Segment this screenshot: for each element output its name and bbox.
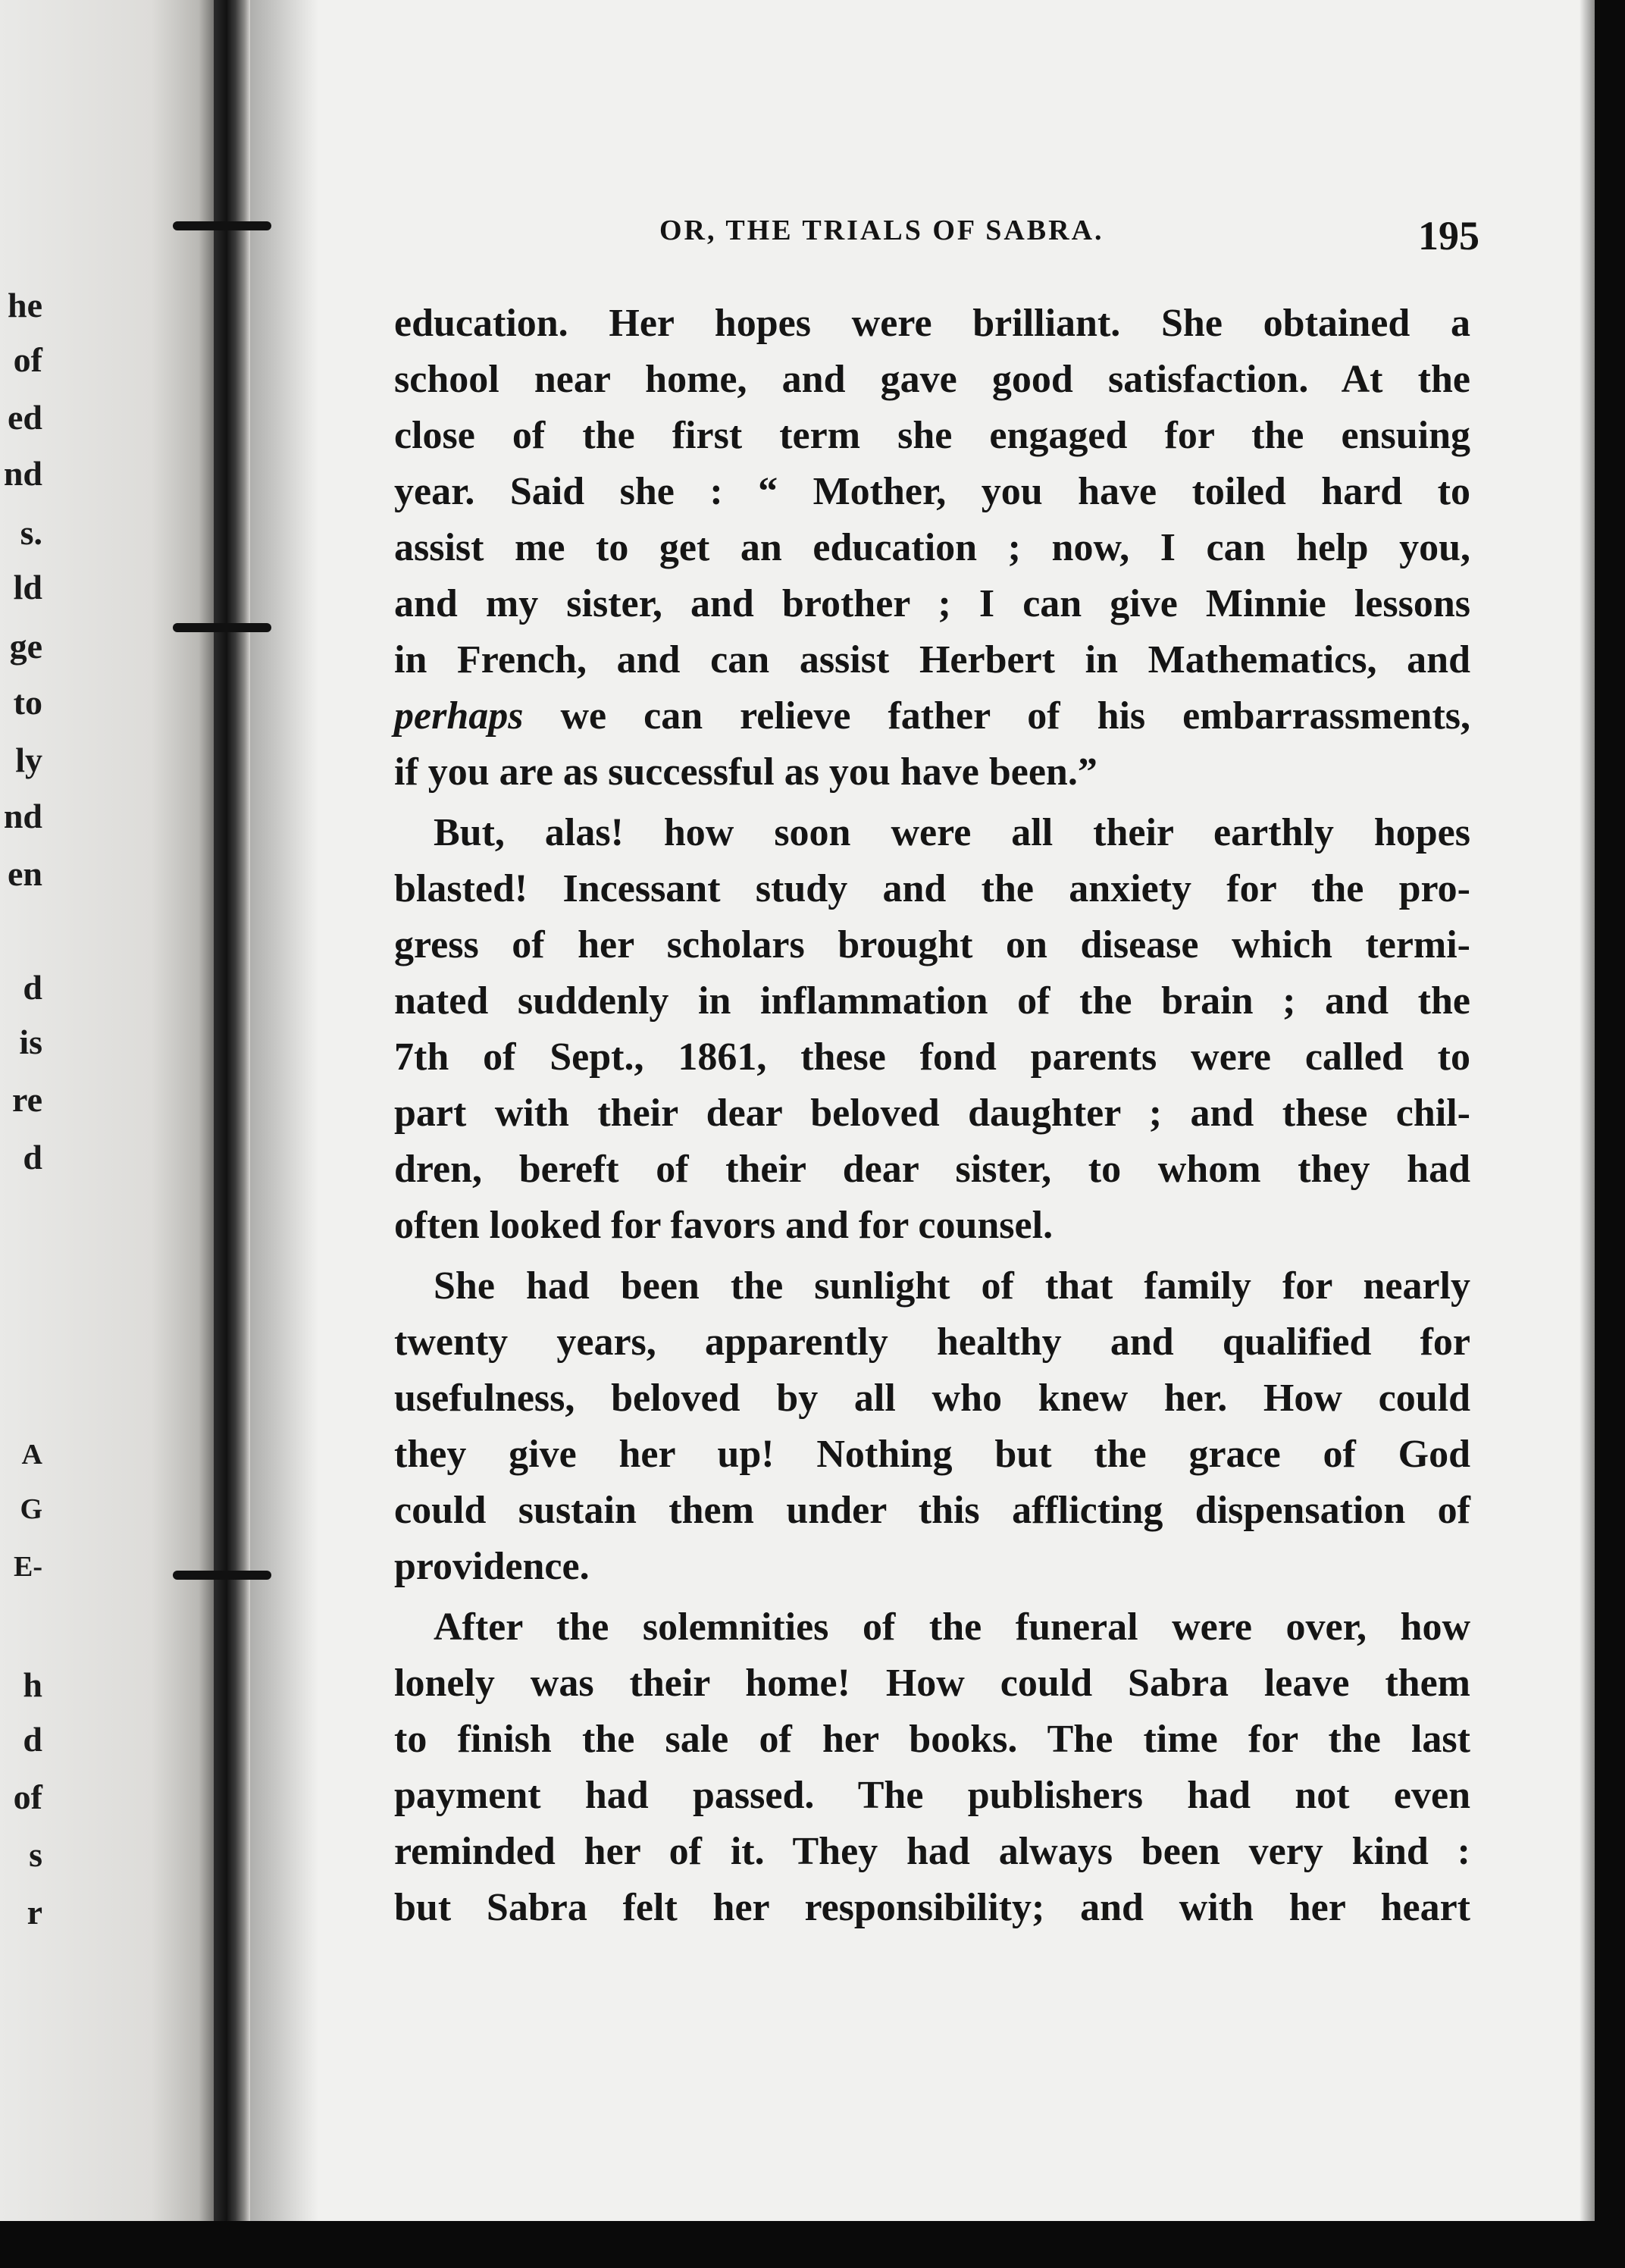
- text-line: lonely was their home! How could Sabra leave them: [394, 1662, 1470, 1705]
- book-gutter: [214, 0, 250, 2221]
- text-line: blasted! Incessant study and the anxiety for the pro-: [394, 867, 1470, 910]
- facing-page-fragment: A: [21, 1439, 42, 1471]
- text-line: but Sabra felt her responsibility; and with her heart: [394, 1886, 1470, 1929]
- facing-page-fragment: s: [29, 1835, 42, 1874]
- text-line: After the solemnities of the funeral were over, how: [434, 1605, 1470, 1649]
- facing-page-fragment: E-: [14, 1551, 42, 1583]
- gutter-shadow: [250, 0, 318, 2221]
- facing-page-fragment: ge: [9, 627, 42, 666]
- facing-page-fragment: nd: [3, 797, 42, 835]
- text-line: perhaps we can relieve father of his embarrassments,: [394, 694, 1470, 738]
- text-line: gress of her scholars brought on disease which termi-: [394, 923, 1470, 966]
- facing-page-fragment: is: [19, 1023, 42, 1061]
- facing-page-fragment: G: [20, 1493, 42, 1525]
- facing-page-fragment: to: [13, 683, 42, 722]
- facing-page-fragment: re: [11, 1080, 42, 1119]
- text-line: and my sister, and brother ; I can give Minnie lessons: [394, 582, 1470, 625]
- page-number: 195: [1418, 213, 1479, 258]
- text-line: in French, and can assist Herbert in Mathematics, and: [394, 638, 1470, 681]
- text-line: often looked for favors and for counsel.: [394, 1204, 1054, 1247]
- text-line: to finish the sale of her books. The time for the last: [394, 1718, 1470, 1761]
- text-line: payment had passed. The publishers had not even: [394, 1774, 1470, 1817]
- facing-page-fragment: ly: [15, 741, 42, 779]
- facing-page-fragment: en: [8, 854, 42, 893]
- text-line: education. Her hopes were brilliant. She obtained a: [394, 302, 1470, 345]
- facing-page-fragment: of: [13, 340, 42, 379]
- running-head: OR, THE TRIALS OF SABRA.: [659, 215, 1104, 246]
- text-line: if you are as successful as you have been.”: [394, 750, 1097, 794]
- facing-page-fragment: r: [27, 1893, 42, 1931]
- page-edge-shadow: [1580, 0, 1595, 2221]
- facing-page-fragment: ld: [13, 568, 42, 606]
- text-line: twenty years, apparently healthy and qualified for: [394, 1320, 1470, 1364]
- text-line: reminded her of it. They had always been very kind :: [394, 1830, 1470, 1873]
- text-line: nated suddenly in inflammation of the brain ; and the: [394, 979, 1470, 1023]
- text-line: could sustain them under this afflicting dispensation of: [394, 1489, 1470, 1532]
- facing-page-fragment: d: [23, 1138, 42, 1176]
- binding-stitch: [173, 623, 271, 632]
- facing-page-fragment: d: [23, 968, 42, 1007]
- facing-page-fragment: of: [13, 1778, 42, 1816]
- text-line: school near home, and gave good satisfaction. At the: [394, 358, 1470, 401]
- binding-stitch: [173, 221, 271, 230]
- text-line: they give her up! Nothing but the grace of God: [394, 1433, 1470, 1476]
- text-line: She had been the sunlight of that family for nearly: [434, 1264, 1470, 1308]
- facing-page-fragment: h: [23, 1665, 42, 1704]
- facing-page-edge: [0, 0, 216, 2221]
- binding-stitch: [173, 1571, 271, 1580]
- text-line: part with their dear beloved daughter ; and these chil-: [394, 1092, 1470, 1135]
- facing-page-fragment: ed: [8, 398, 42, 437]
- text-line: assist me to get an education ; now, I can help you,: [394, 526, 1470, 569]
- facing-page-text-fragments: [0, 0, 42, 2221]
- facing-page-fragment: d: [23, 1720, 42, 1759]
- text-line: dren, bereft of their dear sister, to whom they had: [394, 1148, 1470, 1191]
- text-line: But, alas! how soon were all their earthly hopes: [434, 811, 1470, 854]
- text-line: close of the first term she engaged for the ensuing: [394, 414, 1470, 457]
- facing-page-fragment: he: [8, 286, 42, 324]
- facing-page-fragment: nd: [3, 454, 42, 493]
- text-line: providence.: [394, 1545, 590, 1588]
- text-line: year. Said she : “ Mother, you have toiled hard to: [394, 470, 1470, 513]
- text-line: 7th of Sept., 1861, these fond parents were called to: [394, 1035, 1470, 1079]
- text-line: usefulness, beloved by all who knew her. How could: [394, 1377, 1470, 1420]
- facing-page-fragment: s.: [20, 513, 42, 552]
